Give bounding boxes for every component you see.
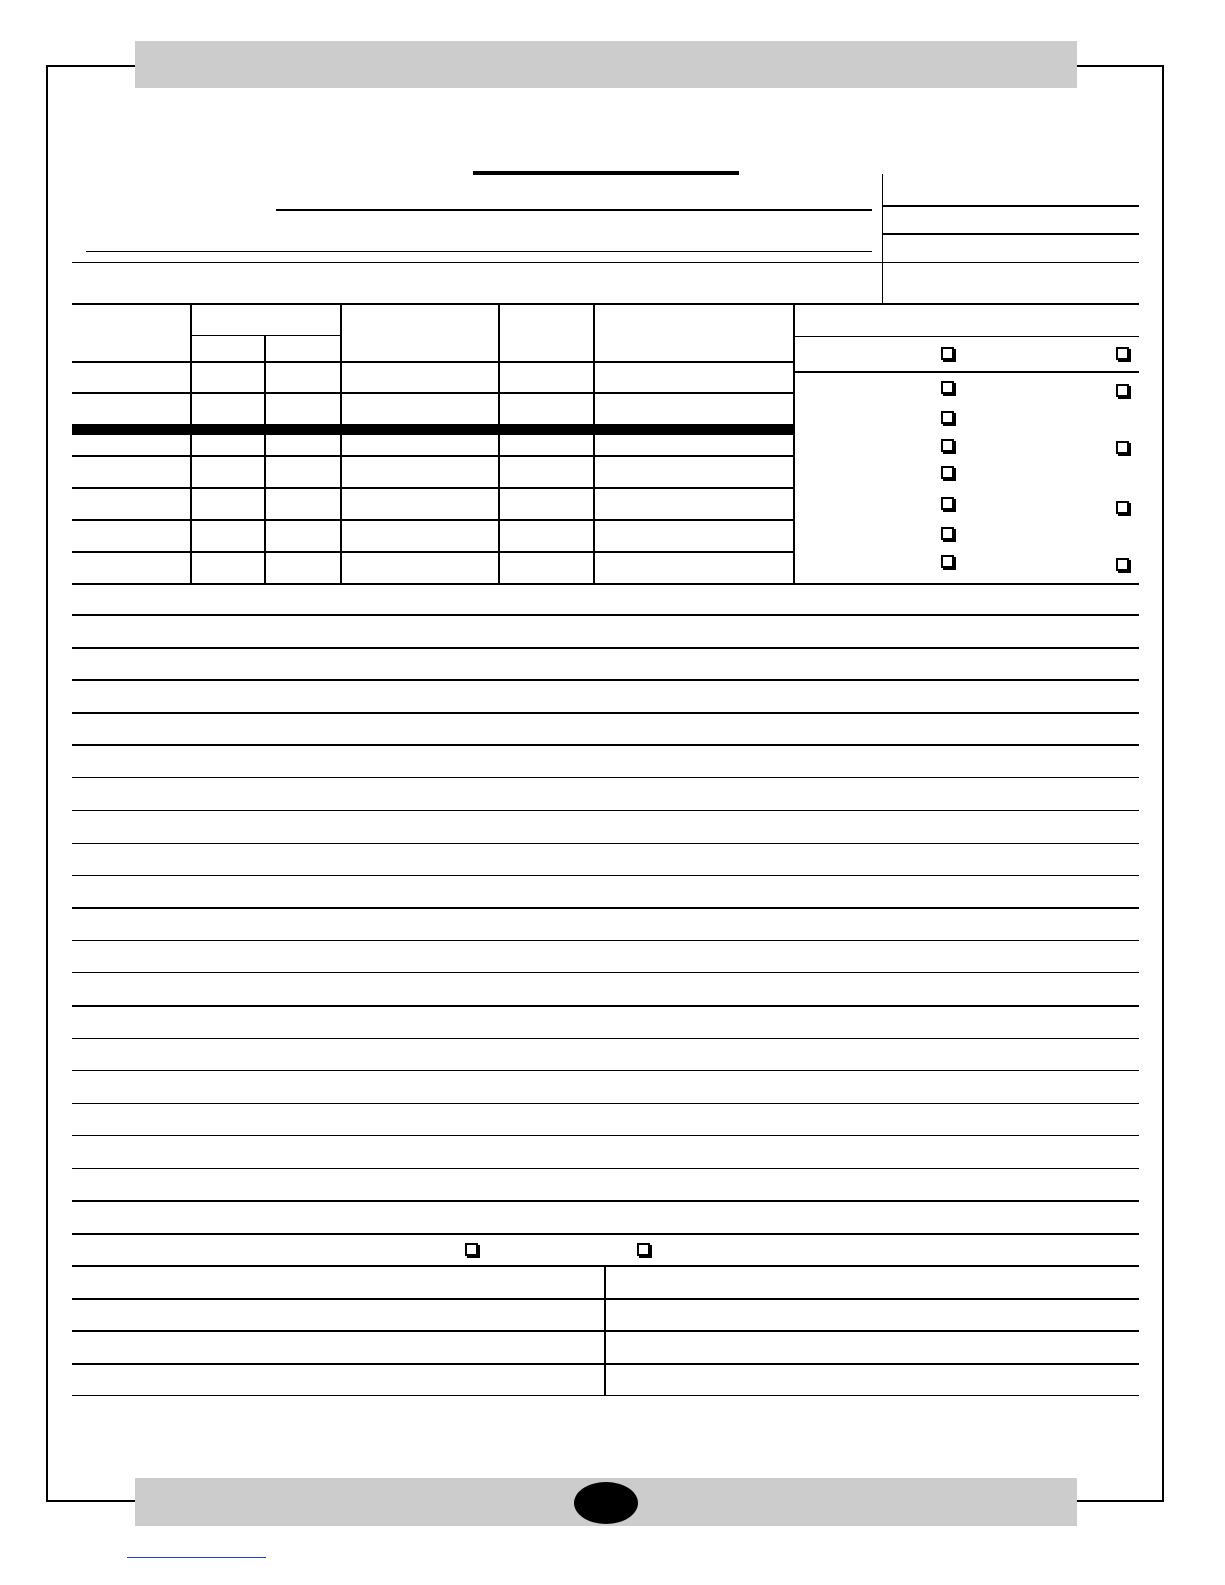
group-header-rule: [192, 335, 340, 336]
table-heavy-divider: [72, 424, 794, 435]
notes-line[interactable]: [72, 1038, 1139, 1039]
notes-line[interactable]: [72, 972, 1139, 973]
notes-line[interactable]: [72, 1070, 1139, 1071]
notes-line[interactable]: [72, 875, 1139, 876]
notes-line[interactable]: [72, 810, 1139, 811]
notes-line[interactable]: [72, 1200, 1139, 1202]
notes-line[interactable]: [72, 647, 1139, 649]
notes-line[interactable]: [72, 777, 1139, 778]
notes-line[interactable]: [72, 940, 1139, 941]
table-col-divider: [793, 304, 795, 584]
page-number-badge: [574, 1482, 638, 1524]
notes-line[interactable]: [72, 614, 1139, 616]
panel-rule: [794, 371, 1139, 373]
checkbox[interactable]: [941, 411, 954, 424]
table-col-divider: [340, 304, 342, 584]
checkbox[interactable]: [941, 381, 954, 394]
notes-line[interactable]: [72, 679, 1139, 681]
notes-line[interactable]: [72, 744, 1139, 746]
right-block-line[interactable]: [882, 262, 1139, 263]
notes-line[interactable]: [72, 1168, 1139, 1169]
checkbox[interactable]: [1116, 347, 1129, 360]
table-top-rule: [72, 303, 1139, 305]
right-block-divider: [882, 174, 883, 304]
date-field-line[interactable]: [882, 205, 1139, 207]
footer-link-underline[interactable]: [127, 1557, 266, 1558]
table-row[interactable]: [72, 551, 794, 553]
notes-line[interactable]: [72, 1135, 1139, 1136]
notes-line[interactable]: [72, 1233, 1139, 1235]
checkbox[interactable]: [941, 347, 954, 360]
checkbox-option-a[interactable]: [465, 1243, 478, 1256]
notes-line[interactable]: [72, 583, 1139, 585]
header-divider: [72, 262, 882, 263]
checkbox[interactable]: [1116, 501, 1129, 514]
form-title-underline: [473, 171, 739, 175]
address-field-line[interactable]: [86, 251, 872, 252]
checkbox[interactable]: [941, 466, 954, 479]
checkbox[interactable]: [941, 497, 954, 510]
table-row[interactable]: [72, 455, 794, 457]
id-field-line[interactable]: [882, 233, 1139, 235]
table-col-divider: [498, 304, 500, 584]
header-rule: [72, 361, 794, 363]
checkbox[interactable]: [941, 439, 954, 452]
table-col-divider: [593, 304, 595, 584]
table-col-divider: [264, 336, 266, 584]
table-col-divider: [190, 304, 192, 584]
checkbox[interactable]: [1116, 384, 1129, 397]
signature-col-divider: [604, 1266, 606, 1396]
notes-line[interactable]: [72, 1005, 1139, 1007]
table-row[interactable]: [72, 519, 794, 521]
table-row[interactable]: [72, 392, 794, 394]
checkbox[interactable]: [1116, 441, 1129, 454]
notes-line[interactable]: [72, 907, 1139, 909]
table-row[interactable]: [72, 487, 794, 489]
panel-rule: [794, 336, 1139, 337]
header-band: [135, 41, 1077, 88]
name-field-line[interactable]: [276, 209, 872, 211]
checkbox[interactable]: [1116, 558, 1129, 571]
notes-line[interactable]: [72, 1103, 1139, 1104]
notes-line[interactable]: [72, 712, 1139, 714]
notes-line[interactable]: [72, 843, 1139, 844]
checkbox[interactable]: [941, 527, 954, 540]
checkbox[interactable]: [941, 555, 954, 568]
checkbox-option-b[interactable]: [637, 1243, 650, 1256]
